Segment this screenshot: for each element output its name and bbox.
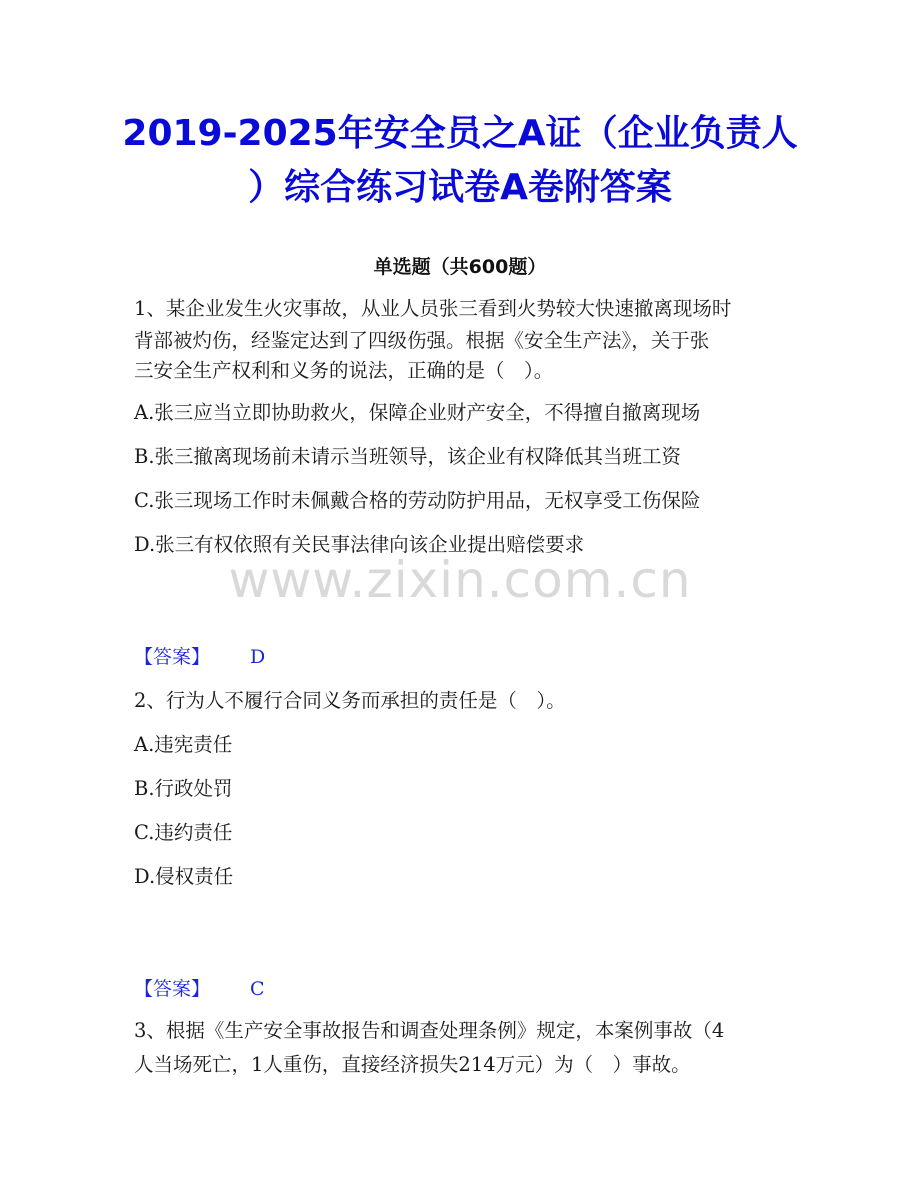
question-2-option-a: A.违宪责任 [134,733,233,756]
question-2-option-b: B.行政处罚 [134,777,233,800]
question-1-stem-line-1: 1、某企业发生火灾事故，从业人员张三看到火势较大快速撤离现场时 [134,297,732,320]
question-1-option-b: B.张三撤离现场前未请示当班领导，该企业有权降低其当班工资 [134,445,682,468]
document-title-line-1: 2019-2025年安全员之A证（企业负责人 [122,113,798,154]
question-1-answer-label: 【答案】 [134,646,211,668]
question-2-option-c: C.违约责任 [134,821,233,844]
question-1-answer-value: D [250,646,266,668]
question-2-answer-value: C [250,978,265,1000]
question-1-option-a: A.张三应当立即协助救火，保障企业财产安全，不得擅自撤离现场 [134,401,701,424]
question-1-option-c: C.张三现场工作时未佩戴合格的劳动防护用品，无权享受工伤保险 [134,489,701,512]
question-2-stem-line-1: 2、行为人不履行合同义务而承担的责任是（ ）。 [134,689,566,712]
question-1-option-d: D.张三有权依照有关民事法律向该企业提出赔偿要求 [134,533,585,556]
question-2-option-d: D.侵权责任 [134,865,234,888]
question-3-stem-line-2: 人当场死亡，1人重伤，直接经济损失214万元）为（ ）事故。 [134,1053,691,1076]
watermark: www.zixin.com.cn [228,551,692,609]
document-title-line-2: ）综合练习试卷A卷附答案 [248,167,672,208]
question-1-stem-line-2: 背部被灼伤，经鉴定达到了四级伤强。根据《安全生产法》，关于张 [134,329,710,352]
question-3-stem-line-1: 3、根据《生产安全事故报告和调查处理条例》规定，本案例事故（4 [134,1019,725,1042]
question-2-answer-label: 【答案】 [134,978,211,1000]
question-1-stem-line-3: 三安全生产权利和义务的说法，正确的是（ ）。 [134,359,554,382]
section-header: 单选题（共600题） [373,256,547,278]
